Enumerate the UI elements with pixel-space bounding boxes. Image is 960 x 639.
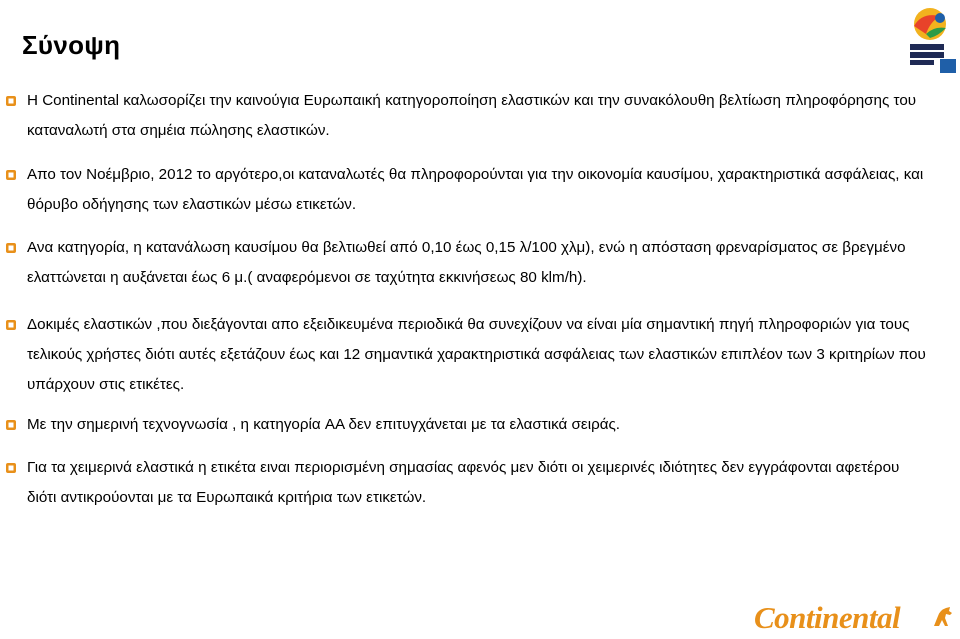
bullet-text: Με την σημερινή τεχνογνωσία , η κατηγορία AA δεν επιτυγχάνεται με τα ελαστικά σειράς. — [27, 416, 621, 433]
continental-logo — [754, 600, 900, 636]
fifa-world-cup-2010-south-africa-icon — [900, 4, 958, 76]
continental-horse-icon — [930, 604, 956, 630]
bullet-text: Ανα κατηγορία, η κατανάλωση καυσίμου θα βελτιωθεί από 0,10 έως 0,15 λ/100 χλμ), ενώ η απόσταση φρεναρίσματος σε βρεγμένο ελαττώνεται η αυξάνεται έως 6 μ.( αναφερόμενοι σε ταχύτητα εκκινήσεως 80 klm/h). — [27, 239, 906, 286]
orange-square-bullet-icon — [5, 242, 17, 254]
bullet-text: Για τα χειμερινά ελαστικά η ετικέτα ειναι περιορισμένη σημασίας αφενός μεν διότι οι χειμερινές ιδιότητες δεν εγγράφονται αφετέρου διότι αντικρούονται με τα Ευρωπαικά κριτήρια των ετικετών. — [27, 459, 900, 506]
brand-name: Continental — [754, 600, 901, 635]
bullet-text: Δοκιμές ελαστικών ,που διεξάγονται απο εξειδικευμένα περιοδικά θα συνεχίζουν να είναι μία σημαντική πηγή πληροφοριών για τους τελικούς χρήστες διότι αυτές εξετάζουν έως και 12 σημαντικά χαρακτηριστικά ασφάλειας των ελαστικών επιπλέον των 3 κριτηρίων που υπάρχουν στις ετικέτες. — [27, 316, 926, 393]
orange-square-bullet-icon — [5, 419, 17, 431]
orange-square-bullet-icon — [5, 169, 17, 181]
page-title: Σύνοψη — [22, 30, 121, 60]
bullet-text: Η Continental καλωσορίζει την καινούγια Ευρωπαική κατηγοροποίηση ελαστικών και την συνακόλουθη βελτίωση πληροφόρησης του καταναλωτή στα σημέια πώλησης ελαστικών. — [27, 92, 917, 139]
orange-square-bullet-icon — [5, 462, 17, 474]
orange-square-bullet-icon — [5, 95, 17, 107]
orange-square-bullet-icon — [5, 319, 17, 331]
bullet-text: Απο τον Νοέμβριο, 2012 το αργότερο,οι καταναλωτές θα πληροφορούνται για την οικονομία καυσίμου, χαρακτηριστικά ασφάλειας, και θόρυβο οδήγησης των ελαστικών μέσω ετικετών. — [27, 166, 924, 213]
